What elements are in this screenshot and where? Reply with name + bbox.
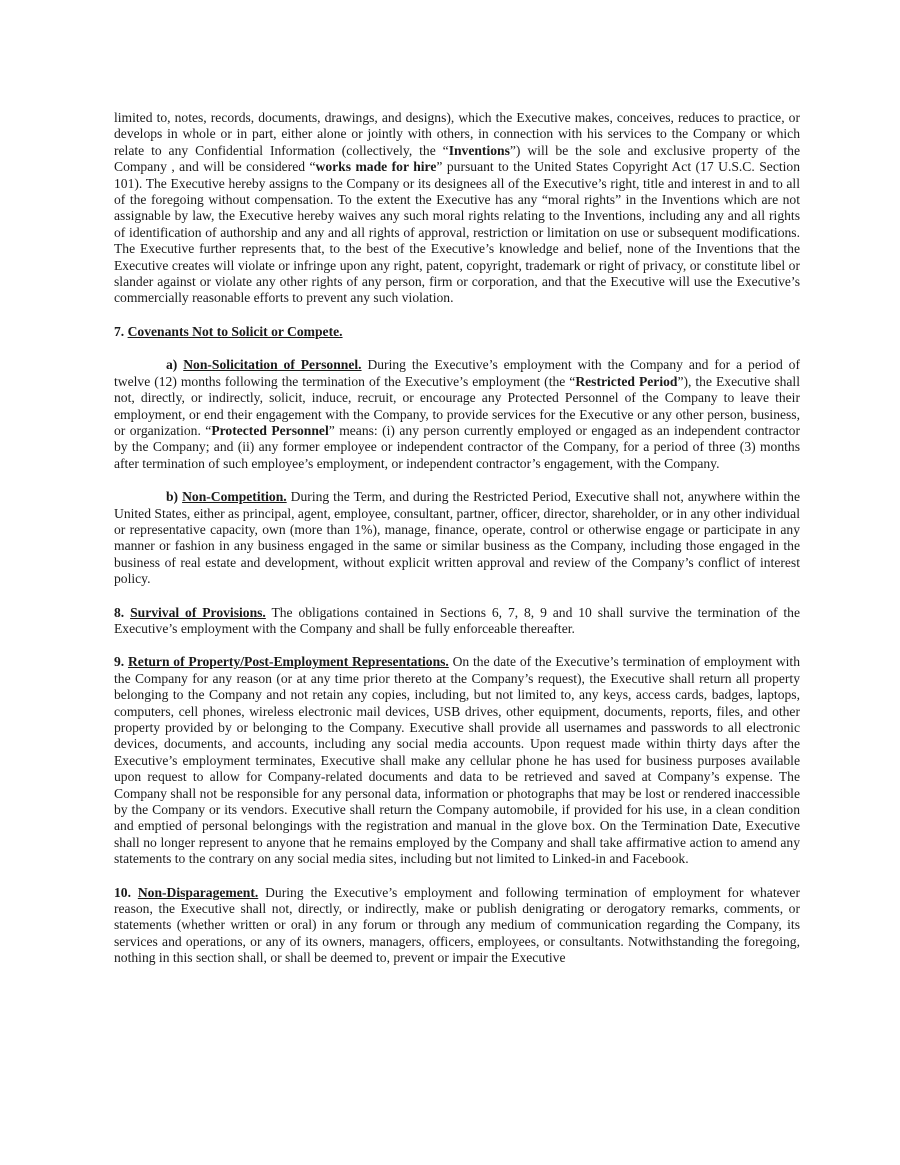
section-10-number: 10. — [114, 884, 138, 900]
section-8-text: The obligations contained in Sections 6, 7, 8, 9 and 10 shall survive the termination of the Executive’s employment with the Company and shall be fully enforceable thereafter. — [114, 604, 800, 636]
section-9-number: 9. — [114, 654, 128, 670]
section-8-paragraph — [114, 605, 800, 638]
section-7-number: 7. — [114, 323, 128, 339]
section-7b-title: Non-Competition. — [182, 489, 287, 505]
section-10-text: During the Executive’s employment and following termination of employment for whatever reason, the Executive shall not, directly, or indirectly, make or publish denigrating or derogatory remarks, comments, or statements (whether written or oral) in any forum or through any medium of communication regarding the Company, its services and operations, or any of its owners, managers, officers, employees, or consultants. Notwithstanding the foregoing, nothing in this section shall, or shall be deemed to, prevent or impair the Executive — [114, 884, 800, 966]
protected-personnel-term: Protected Personnel — [211, 422, 329, 438]
inventions-text-1: limited to, notes, records, documents, drawings, and designs), which the Executive makes, conceives, reduces to practice, or develops in whole or in part, either alone or jointly with others, in connection with his services to the Company or which relate to any Confidential Information (collectively, the “ — [114, 110, 800, 158]
restricted-period-term: Restricted Period — [575, 373, 678, 389]
inventions-text-2: ”) will be the sole and exclusive property of the Company , and will be considered “ — [114, 142, 800, 175]
section-7b-text: During the Term, and during the Restricted Period, Executive shall not, anywhere within the United States, either as principal, agent, employee, consultant, partner, officer, director, shareholder, or in any other individual or representative capacity, own (more than 1%), manage, finance, operate, control or otherwise engage or participate in any manner or fashion in any business engaged in the same or similar business as the Company, including those engaged in the business of real estate and development, without explicit written approval and review of the Company’s conflict of interest policy. — [114, 489, 800, 587]
section-9-text: On the date of the Executive’s termination of employment with the Company for any reason (or at any time prior thereto at the Company’s request), the Executive shall return all property belonging to the Company and not retain any copies, including, but not limited to, any keys, access cards, badges, laptops, computers, cell phones, wireless electronic mail devices, USB drives, other equipment, documents, reports, files, and other property provided by or belonging to the Company. Executive shall provide all usernames and passwords to all electronic devices, documents, and accounts, including any social media accounts. Upon request made within thirty days after the Executive’s employment terminates, Executive shall make any cellular phone he has used for business purposes available upon request to allow for Company-related documents and data to be retrieved and saved at Company’s expense. The Company shall not be responsible for any personal data, information or photographs that may be lost or rendered inaccessible by the Company or its vendors. Executive shall return the Company automobile, if provided for his use, in a clean condition and emptied of personal belongings with the registration and manual in the glove box. On the Termination Date, Executive shall no longer represent to anyone that he remains employed by the Company and shall take affirmative action to amend any statements to the contrary on any social media sites, including but not limited to Linked-in and Facebook. — [114, 654, 800, 867]
section-7a-text-3: ” means: (i) any person currently employed or engaged as an independent contractor by the Company; and (ii) any former employee or independent contractor of the Company, for a period of three (3) months after termination of such employee’s employment, or independent contractor’s engagement, with the Company. — [114, 422, 801, 471]
document-page — [114, 110, 800, 984]
section-7a-text-2: ”), the Executive shall not, directly, or indirectly, solicit, induce, recruit, or encourage any Protected Personnel of the Company to leave their employment, or end their engagement with the Company, to provide services for the Executive or any other person, business, or organization. “ — [114, 373, 800, 438]
section-7-title: Covenants Not to Solicit or Compete. — [127, 323, 343, 339]
section-7a-text-1: During the Executive’s employment with the Company and for a period of twelve (12) months following the termination of the Executive’s employment (the “ — [114, 357, 800, 389]
section-9-paragraph — [114, 654, 800, 867]
section-7b-label: b) — [166, 489, 183, 505]
works-made-for-hire-term: works made for hire — [315, 159, 437, 175]
section-9-title: Return of Property/Post-Employment Representations. — [127, 654, 449, 670]
section-7b-paragraph — [114, 489, 800, 587]
inventions-text-3: ” pursuant to the United States Copyright Act (17 U.S.C. Section 101). The Executive hereby assigns to the Company or its designees all of the Executive’s right, title and interest in and to all of the foregoing without compensation. To the extent the Executive has any “moral rights” in the Inventions which are not assignable by law, the Executive hereby waives any such moral rights relating to the Inventions, including any and all rights of identification of authorship and any and all rights of approval, restriction or limitation on use or subsequent modifications. The Executive further represents that, to the best of the Executive’s knowledge and belief, none of the Inventions that the Executive creates will violate or infringe upon any right, patent, copyright, trademark or right of privacy, or constitute libel or slander against or violate any other rights of any person, firm or corporation, and that the Executive will use the Executive’s commercially reasonable efforts to prevent any such violation. — [114, 159, 801, 306]
inventions-paragraph — [114, 110, 800, 307]
section-8-title: Survival of Provisions. — [130, 604, 266, 620]
section-7a-label: a) — [166, 357, 184, 373]
section-7-heading — [114, 324, 800, 340]
section-10-title: Non-Disparagement. — [137, 884, 259, 900]
section-10-paragraph — [114, 885, 800, 967]
inventions-term: Inventions — [448, 142, 510, 158]
section-8-number: 8. — [114, 604, 131, 620]
section-7a-title: Non-Solicitation of Personnel. — [183, 357, 362, 373]
section-7a-paragraph — [114, 357, 800, 472]
